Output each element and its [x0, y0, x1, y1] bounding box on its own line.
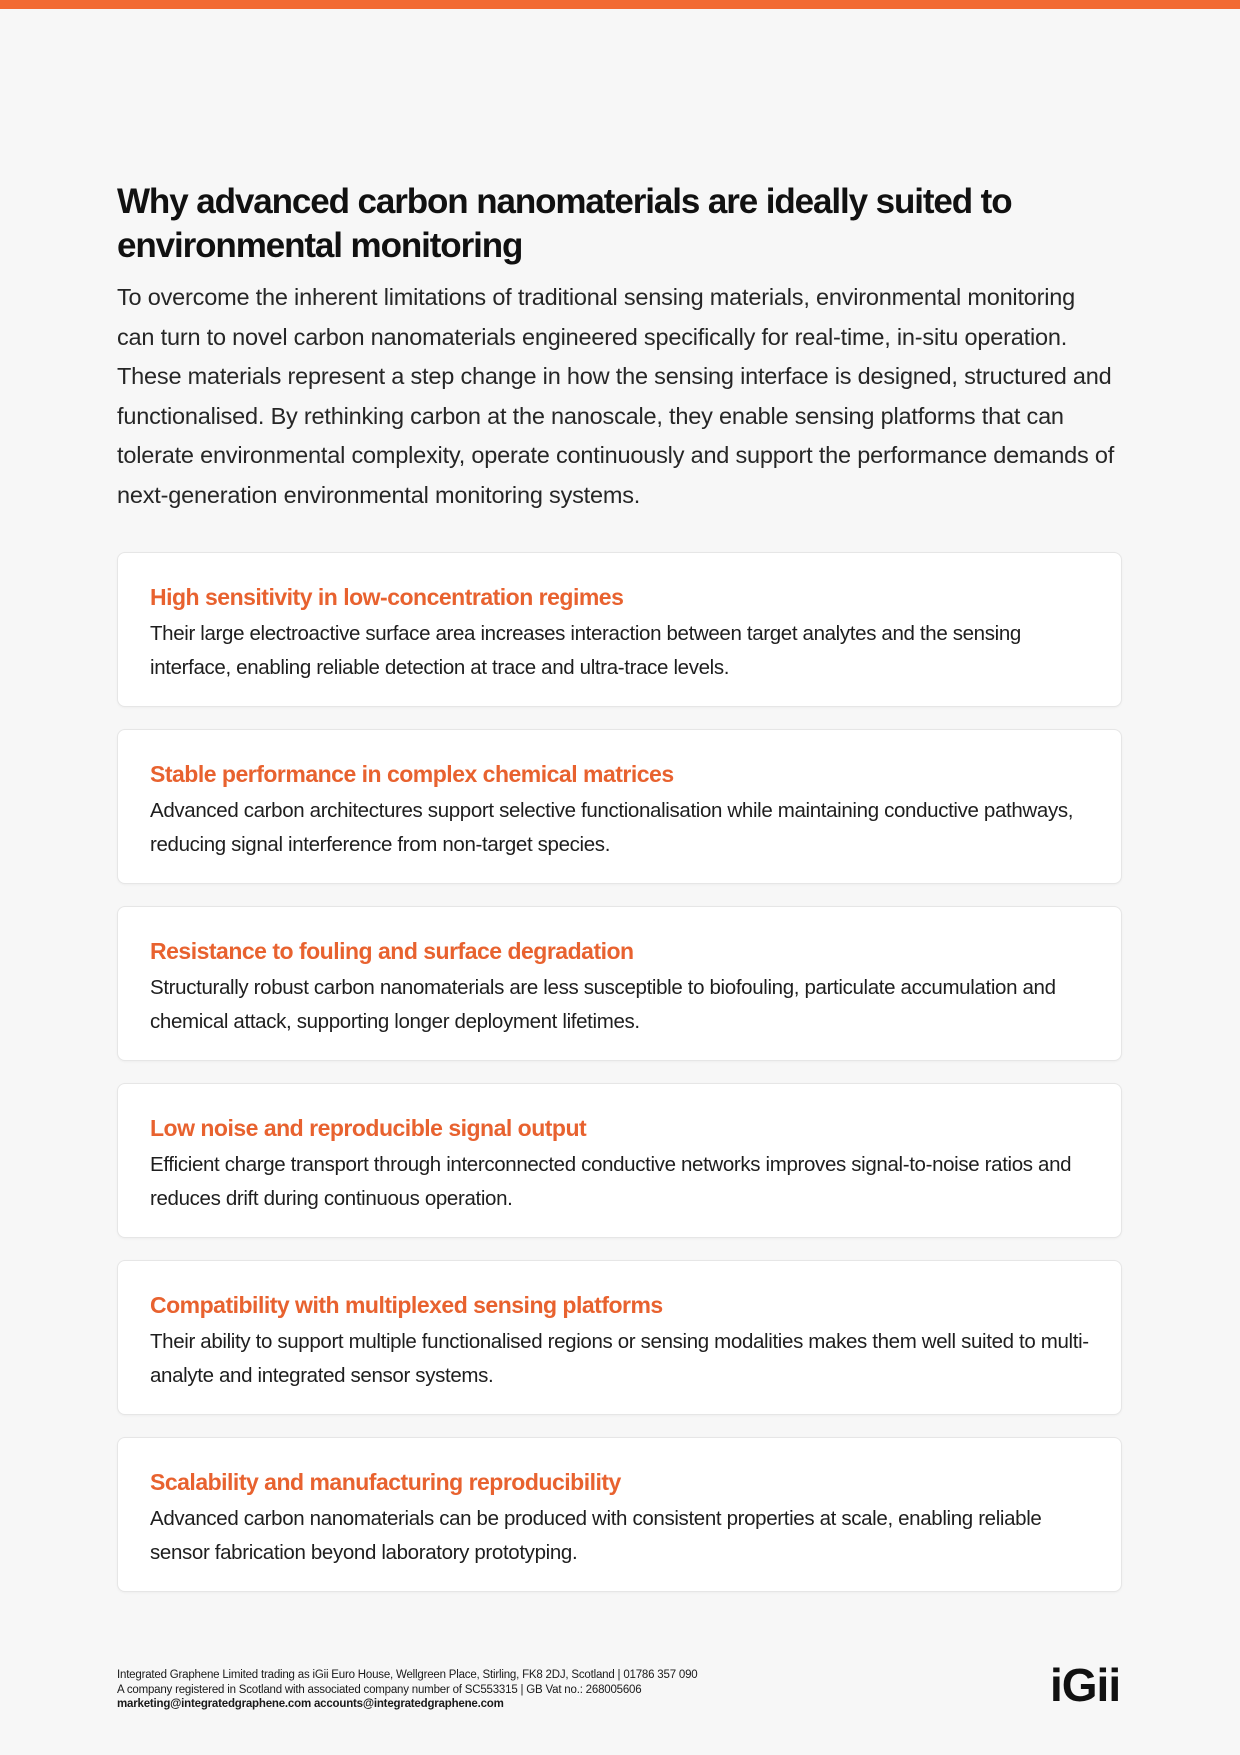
feature-card-text: Advanced carbon nanomaterials can be produced with consistent properties at scale, enabling reliable sensor fabrication beyond laboratory prototyping.	[150, 1507, 1042, 1564]
feature-card-title: Stable performance in complex chemical matrices	[150, 761, 674, 787]
feature-card-title: High sensitivity in low-concentration regimes	[150, 584, 624, 610]
page-title: Why advanced carbon nanomaterials are ideally suited to environmental monitoring	[117, 182, 1012, 265]
feature-card	[117, 906, 1122, 1061]
feature-card-text: Efficient charge transport through interconnected conductive networks improves signal-to-noise ratios and reduces drift during continuous operation.	[150, 1153, 1072, 1210]
feature-card-list	[117, 552, 1122, 1614]
feature-card	[117, 1437, 1122, 1592]
feature-card-text: Their large electroactive surface area increases interaction between target analytes and the sensing interface, enabling reliable detection at trace and ultra-trace levels.	[150, 622, 1021, 679]
feature-card	[117, 1083, 1122, 1238]
feature-card	[117, 552, 1122, 707]
feature-card-text: Advanced carbon architectures support selective functionalisation while maintaining conductive pathways, reducing signal interference from non-target species.	[150, 799, 1074, 856]
feature-card-text: Their ability to support multiple functionalised regions or sensing modalities makes them well suited to multi-analyte and integrated sensor systems.	[150, 1330, 1089, 1387]
footer-registration: A company registered in Scotland with associated company number of SC553315 | GB Vat no.: 268005606	[117, 1683, 642, 1696]
feature-card-title: Compatibility with multiplexed sensing platforms	[150, 1292, 663, 1318]
feature-card-text: Structurally robust carbon nanomaterials are less susceptible to biofouling, particulate accumulation and chemical attack, supporting longer deployment lifetimes.	[150, 976, 1056, 1033]
footer	[117, 1668, 917, 1712]
footer-company-address: Integrated Graphene Limited trading as iGii Euro House, Wellgreen Place, Stirling, FK8 2DJ, Scotland | 01786 357 090	[117, 1669, 698, 1681]
feature-card-title: Resistance to fouling and surface degradation	[150, 938, 634, 964]
top-accent-bar	[0, 0, 1240, 9]
feature-card	[117, 1260, 1122, 1415]
feature-card-title: Low noise and reproducible signal output	[150, 1115, 587, 1141]
feature-card-title: Scalability and manufacturing reproducibility	[150, 1469, 621, 1495]
intro-paragraph: To overcome the inherent limitations of traditional sensing materials, environmental monitoring can turn to novel carbon nanomaterials engineered specifically for real-time, in-situ operation. These materials represent a step change in how the sensing interface is designed, structured and functionalised. By rethinking carbon at the nanoscale, they enable sensing platforms that can tolerate environmental complexity, operate continuously and support the performance demands of next-generation environmental monitoring systems.	[117, 284, 1115, 508]
feature-card	[117, 729, 1122, 884]
footer-emails: marketing@integratedgraphene.com accounts@integratedgraphene.com	[117, 1698, 504, 1710]
igii-logo: iGii	[1050, 1659, 1121, 1711]
